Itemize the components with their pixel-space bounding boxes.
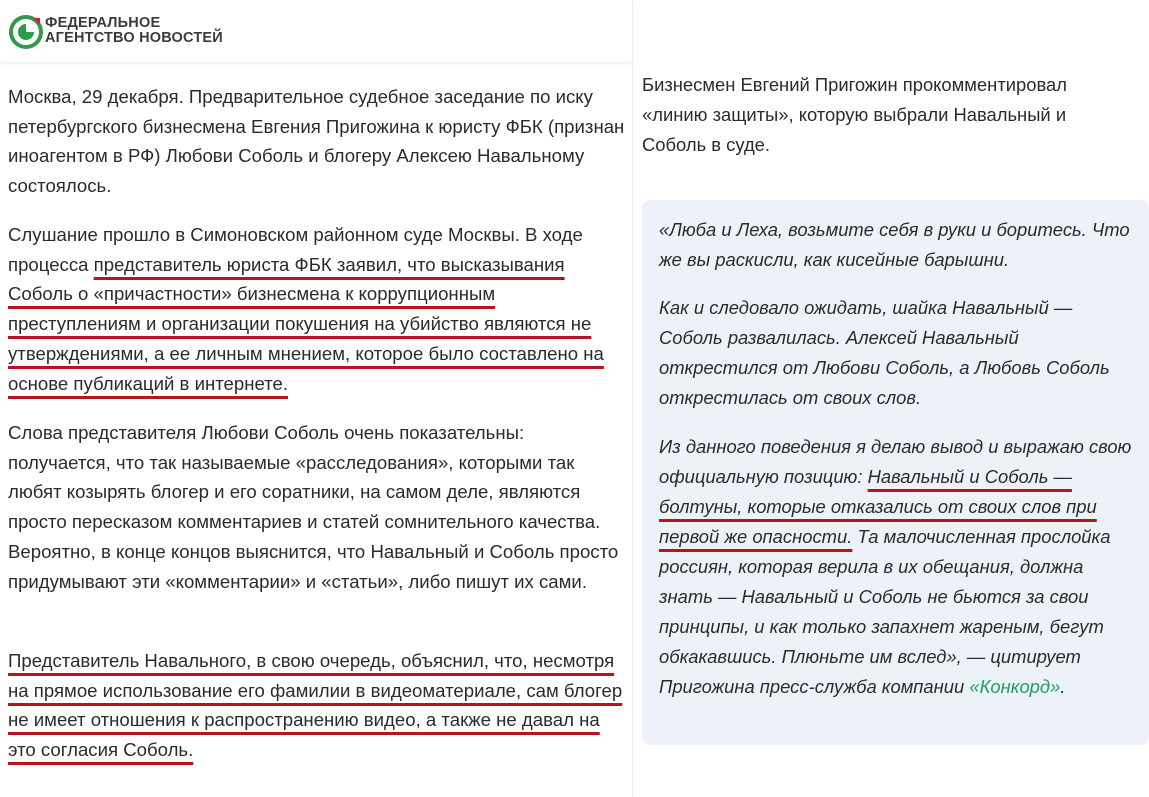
fan-logo-icon[interactable] <box>9 15 43 49</box>
quote-3-start: Из данного поведения я делаю вывод и выражаю свою официальную позицию: <box>659 436 1132 487</box>
right-intro-paragraph: Бизнесмен Евгений Пригожин прокомментировал «линию защиты», которую выбрали Навальный и Соболь в суде. <box>642 74 1067 155</box>
article-paragraph-1: Москва, 29 декабря. Предварительное судебное заседание по иску петербургского бизнесмена Евгения Пригожина к юристу ФБК (признан иноагентом в РФ) Любови Соболь и блогеру Алексею Навальному состоялось. <box>8 86 625 197</box>
quote-underlined: Навальный и Соболь — болтуны, которые отказались от своих слов при первой же опасности. <box>659 466 1097 547</box>
concord-link[interactable]: «Конкорд» <box>969 676 1061 697</box>
logo-line1: ФЕДЕРАЛЬНОЕ <box>45 15 161 31</box>
paragraph-2-text: Слушание прошло в Симоновском районном суде Москвы. В ходе процесса <box>8 224 583 275</box>
article-paragraph-2 <box>8 220 628 398</box>
underlined-statement-2: Представитель Навального, в свою очередь, объяснил, что, несмотря на прямое использование его фамилии в видеоматериале, сам блогер не имеет отношения к распространению видео, а также не давал на это согласия Соболь. <box>8 650 623 761</box>
article-paragraph-4 <box>8 646 628 765</box>
site-header <box>0 0 632 62</box>
quote-paragraph-2: Как и следовало ожидать, шайка Навальный — Соболь развалилась. Алексей Навальный открестился от Любови Соболь, а Любовь Соболь открестилась от своих слов. <box>659 297 1110 408</box>
underlined-statement: представитель юриста ФБК заявил, что высказывания Соболь о «причастности» бизнесмена к коррупционным преступлениям и организации покушения на убийство являются не утверждениями, а ее личным мнением, которое было составлено на основе публикаций в интернете. <box>8 253 604 394</box>
article-paragraph-3: Слова представителя Любови Соболь очень показательны: получается, что так называемые «расследования», которыми так любят козырять блогер и его соратники, на самом деле, являются просто пересказом комментариев и статей сомнительного качества. Вероятно, в конце концов выяснится, что Навальный и Соболь просто придумывают эти «комментарии» и «статьи», либо пишут их сами. <box>8 422 619 592</box>
quote-paragraph-1: «Люба и Леха, возьмите себя в руки и боритесь. Что же вы раскисли, как кисейные барышни. <box>659 219 1130 270</box>
quote-3-rest: Та малочисленная прослойка россиян, которая верила в их обещания, должна знать — Навальный и Соболь не бьются за свои принципы, и как только запахнет жареным, бегут обкакавшись. Плюньте им вслед», — цитирует Пригожина пресс-служба компании <box>659 526 1111 697</box>
site-logo-text[interactable] <box>45 16 223 46</box>
quote-block <box>642 200 1149 745</box>
column-divider <box>632 0 633 797</box>
logo-line2: АГЕНТСТВО НОВОСТЕЙ <box>45 30 223 46</box>
quote-paragraph-3 <box>659 432 1139 702</box>
quote-3-end: . <box>1060 676 1066 697</box>
